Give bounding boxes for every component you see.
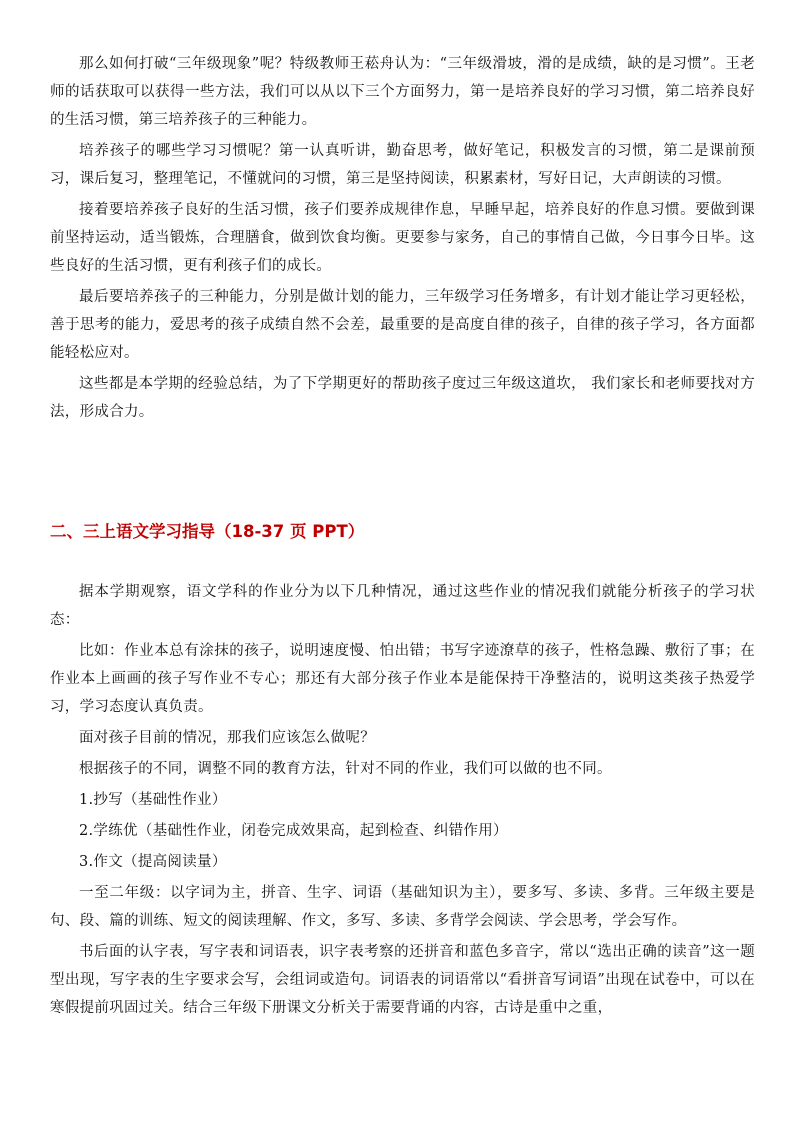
paragraph: 接着要培养孩子良好的生活习惯，孩子们要养成规律作息，早睡早起，培养良好的作息习惯。要做到课前坚持运动，适当锻炼，合理膳食，做到饮食均衡。更要参与家务，自己的事情自己做，今日事今日毕。这些良好的生活习惯，更有利孩子们的成长。 <box>50 202 755 274</box>
paragraph: 最后要培养孩子的三种能力，分别是做计划的能力，三年级学习任务增多，有计划才能让学习更轻松，善于思考的能力，爱思考的孩子成绩自然不会差，最重要的是高度自律的孩子，自律的孩子学习，各方面都能轻松应对。 <box>50 289 755 361</box>
paragraph: 根据孩子的不同，调整不同的教育方法，针对不同的作业，我们可以做的也不同。 <box>79 761 612 777</box>
paragraph: 培养孩子的哪些学习习惯呢？第一认真听讲，勤奋思考，做好笔记，积极发言的习惯，第二是课前预习，课后复习，整理笔记，不懂就问的习惯，第三是坚持阅读，积累素材，写好日记，大声朗读的习惯。 <box>50 143 755 187</box>
list-item: 2.学练优（基础性作业，闭卷完成效果高，起到检查、纠错作用） <box>79 823 508 839</box>
paragraph: 据本学期观察，语文学科的作业分为以下几种情况，通过这些作业的情况我们就能分析孩子的学习状态： <box>50 584 755 628</box>
section-habits <box>50 50 755 426</box>
section-chinese-guidance <box>50 578 755 1022</box>
paragraph: 那么如何打破“三年级现象”呢？特级教师王菘舟认为：“三年级滑坡，滑的是成绩，缺的是习惯”。王老师的话获取可以获得一些方法，我们可以从以下三个方面努力，第一是培养良好的学习习惯，第二培养良好的生活习惯，第三培养孩子的三种能力。 <box>50 56 755 128</box>
list-item: 1.抄写（基础性作业） <box>79 792 227 808</box>
paragraph: 面对孩子目前的情况，那我们应该怎么做呢？ <box>79 730 375 746</box>
paragraph: 这些都是本学期的经验总结，为了下学期更好的帮助孩子度过三年级这道坎， 我们家长和老师要找对方法，形成合力。 <box>50 376 755 420</box>
paragraph: 比如：作业本总有涂抹的孩子，说明速度慢、怕出错；书写字迹潦草的孩子，性格急躁、敷衍了事；在作业本上画画的孩子写作业不专心；那还有大部分孩子作业本是能保持干净整洁的，说明这类孩子热爱学习，学习态度认真负责。 <box>50 643 755 715</box>
section-heading: 二、三上语文学习指导（18-37 页 PPT） <box>50 522 365 541</box>
paragraph: 书后面的认字表，写字表和词语表，识字表考察的还拼音和蓝色多音字，常以“选出正确的读音”这一题型出现，写字表的生字要求会写，会组词或造句。词语表的词语常以“看拼音写词语”出现在试卷中，可以在寒假提前巩固过关。结合三年级下册课文分析关于需要背诵的内容，古诗是重中之重， <box>50 944 755 1016</box>
paragraph: 一至二年级：以字词为主，拼音、生字、词语（基础知识为主），要多写、多读、多背。三年级主要是句、段、篇的训练、短文的阅读理解、作文，多写、多读、多背学会阅读、学会思考，学会写作。 <box>50 885 755 929</box>
list-item: 3.作文（提高阅读量） <box>79 854 227 870</box>
